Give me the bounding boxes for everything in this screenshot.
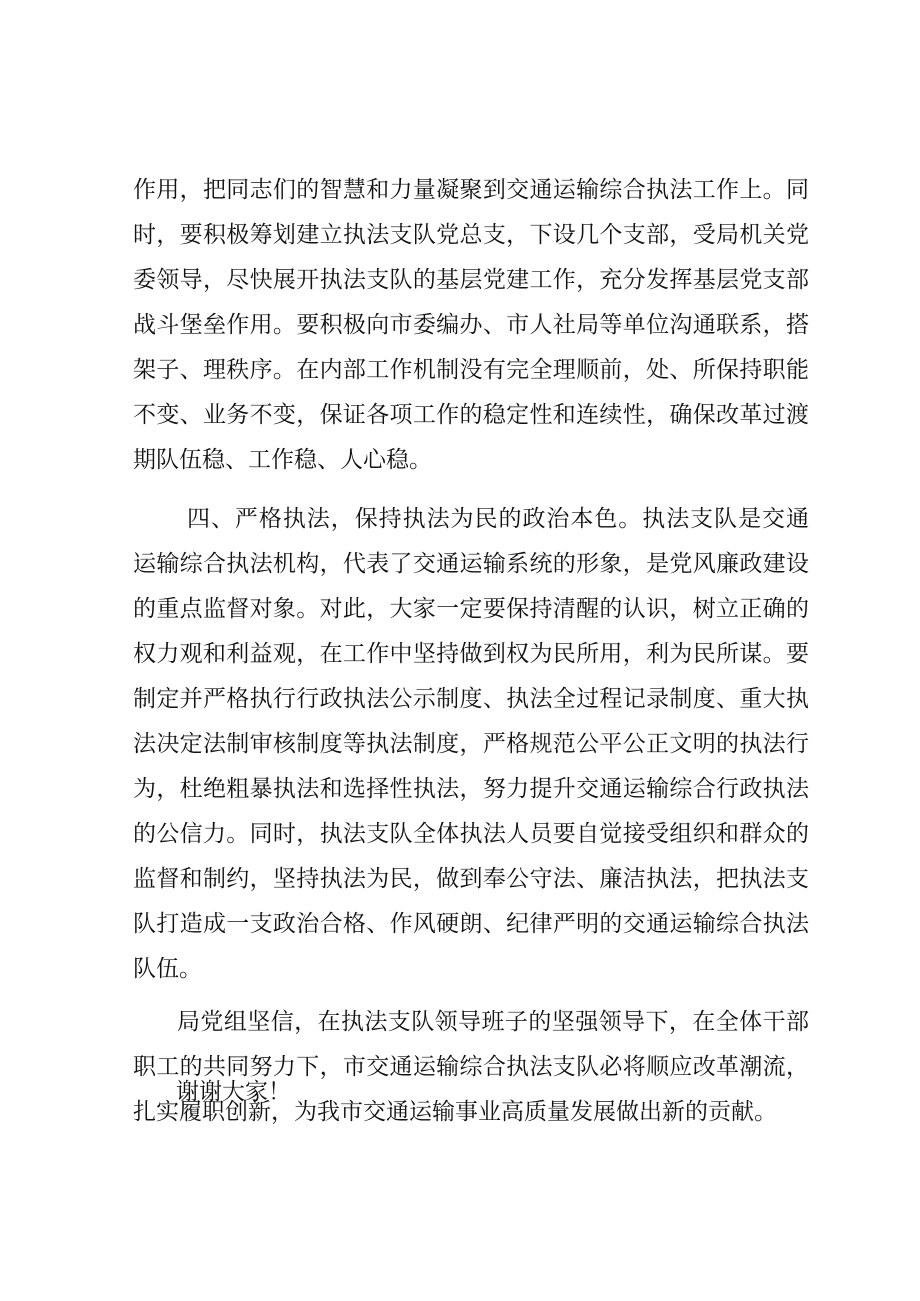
paragraph-continuation — [133, 168, 809, 483]
text-line-indented: 四、严格执法，保持执法为民的政治本色。执法支队是交通 — [187, 506, 809, 532]
paragraph-section-four — [133, 497, 809, 992]
text-line: 不变、业务不变，保证各项工作的稳定性和连续性，确保改革过渡 — [133, 402, 809, 428]
text-line: 战斗堡垒作用。要积极向市委编办、市人社局等单位沟通联系，搭 — [133, 312, 809, 338]
text-line: 法决定法制审核制度等执法制度，严格规范公平公正文明的执法行 — [133, 731, 809, 757]
text-line: 为，杜绝粗暴执法和选择性执法，努力提升交通运输综合行政执法 — [133, 776, 809, 802]
text-line: 权力观和利益观，在工作中坚持做到权为民所用，利为民所谋。要 — [133, 641, 809, 667]
text-line: 期队伍稳、工作稳、人心稳。 — [133, 447, 432, 473]
text-line: 职工的共同努力下，市交通运输综合执法支队必将顺应改革潮流， — [133, 1054, 809, 1080]
text-line: 委领导，尽快展开执法支队的基层党建工作，充分发挥基层党支部 — [133, 267, 809, 293]
closing-remark: 谢谢大家！ — [176, 1079, 291, 1105]
text-line: 队伍。 — [133, 956, 202, 982]
text-line: 作用，把同志们的智慧和力量凝聚到交通运输综合执法工作上。同 — [133, 177, 809, 203]
paragraph-spacer — [133, 992, 809, 1000]
text-line: 时，要积极筹划建立执法支队党总支，下设几个支部，受局机关党 — [133, 222, 809, 248]
text-line: 监督和制约，坚持执法为民，做到奉公守法、廉洁执法，把执法支 — [133, 866, 809, 892]
text-line: 队打造成一支政治合格、作风硬朗、纪律严明的交通运输综合执法 — [133, 911, 809, 937]
text-line: 的公信力。同时，执法支队全体执法人员要自觉接受组织和群众的 — [133, 821, 809, 847]
text-line-indented: 局党组坚信，在执法支队领导班子的坚强领导下，在全体干部 — [177, 1009, 809, 1035]
document-body — [133, 168, 809, 1135]
paragraph-spacer — [133, 483, 809, 497]
text-line: 扎实履职创新，为我市交通运输事业高质量发展做出新的贡献。 — [133, 1099, 777, 1125]
text-line: 运输综合执法机构，代表了交通运输系统的形象，是党风廉政建设 — [133, 551, 809, 577]
text-line: 架子、理秩序。在内部工作机制没有完全理顺前，处、所保持职能 — [133, 357, 809, 383]
text-line: 的重点监督对象。对此，大家一定要保持清醒的认识，树立正确的 — [133, 596, 809, 622]
text-line: 制定并严格执行行政执法公示制度、执法全过程记录制度、重大执 — [133, 686, 809, 712]
